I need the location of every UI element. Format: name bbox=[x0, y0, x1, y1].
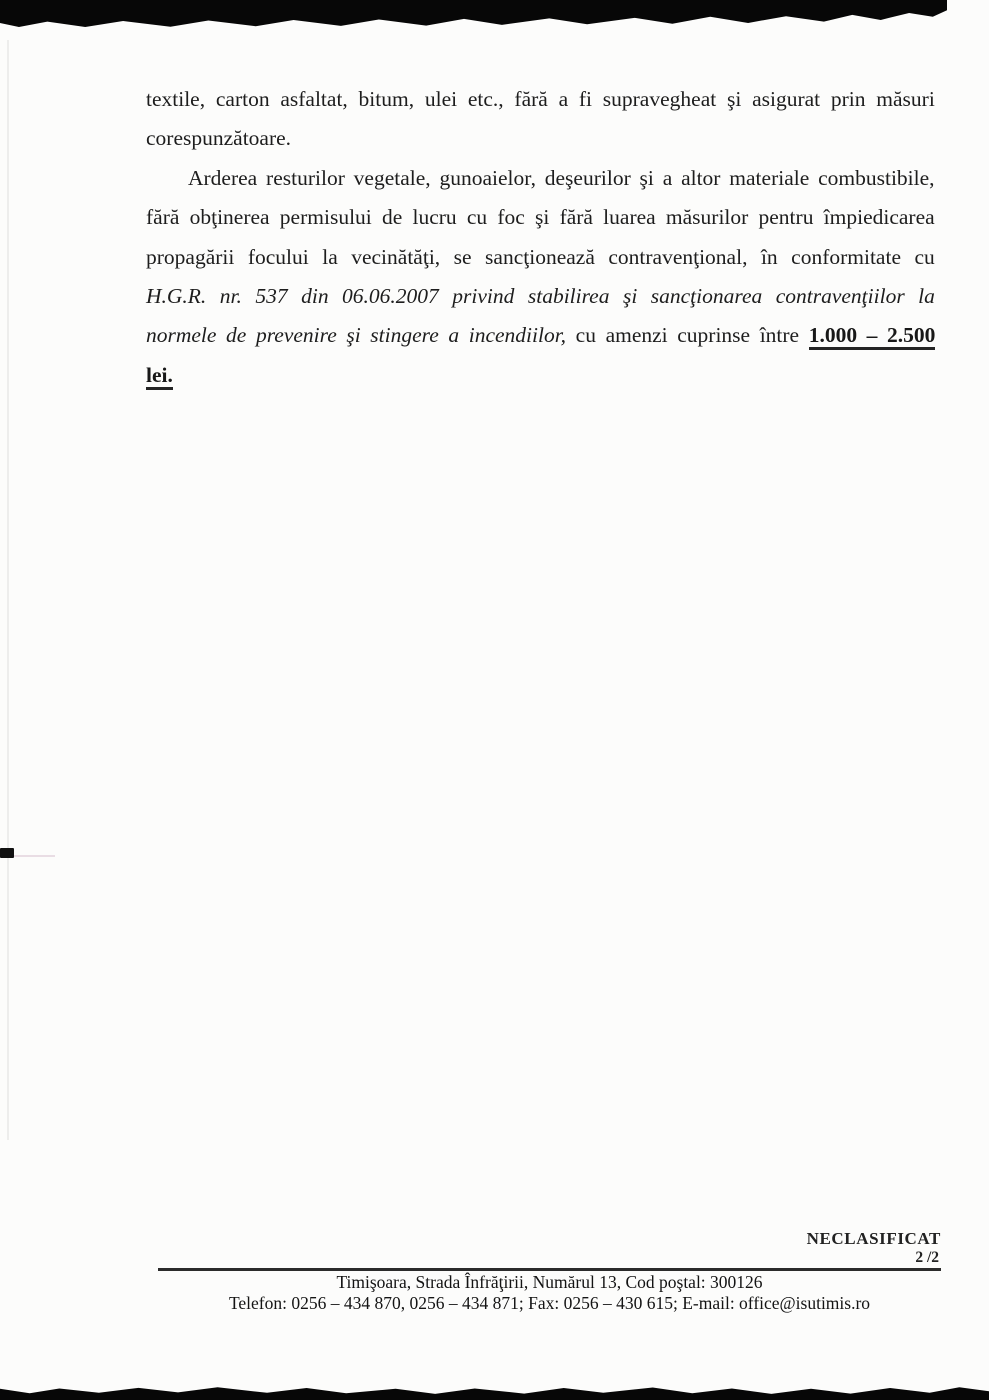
footer-contact-block bbox=[158, 1272, 941, 1314]
text-segment: normele de prevenire şi stingere a incendiilor, bbox=[146, 323, 567, 348]
footer-phone-fax-email: Telefon: 0256 – 434 870, 0256 – 434 871; Fax: 0256 – 430 615; E-mail: office@isutimis.ro bbox=[228, 1293, 871, 1313]
text-segment: lei. bbox=[146, 363, 173, 390]
text-line-content bbox=[146, 119, 291, 158]
text-line-content bbox=[146, 316, 935, 355]
text-line-content bbox=[146, 238, 935, 277]
footer-rule bbox=[158, 1268, 941, 1271]
text-segment: 1.000 – 2.500 bbox=[809, 323, 936, 350]
text-line bbox=[146, 119, 935, 158]
text-line-content bbox=[146, 277, 935, 316]
scan-artifact-left-line bbox=[7, 40, 9, 1140]
scan-artifact-bottom-bar bbox=[0, 1384, 989, 1400]
text-segment: H.G.R. nr. 537 din 06.06.2007 privind stabilirea şi sancţionarea contravenţiilor la bbox=[146, 283, 935, 308]
text-segment: corespunzătoare. bbox=[146, 126, 292, 151]
text-line-content bbox=[188, 159, 935, 198]
text-segment: textile, carton asfaltat, bitum, ulei etc., fără a fi supravegheat şi asigurat prin măsuri bbox=[146, 87, 935, 111]
scan-artifact-top-bar bbox=[0, 0, 947, 27]
text-segment: propagării focului la vecinătăţi, se sancţionează contravenţional, în conformitate cu bbox=[146, 244, 935, 269]
text-line bbox=[146, 80, 935, 119]
text-line-content bbox=[146, 198, 935, 237]
text-line bbox=[146, 356, 935, 395]
text-line bbox=[146, 238, 935, 277]
document-body bbox=[146, 80, 935, 395]
text-line bbox=[146, 159, 935, 198]
classification-label: NECLASIFICAT bbox=[806, 1229, 941, 1248]
page-number: 2 /2 bbox=[915, 1249, 939, 1266]
text-line-content bbox=[146, 80, 935, 119]
text-line bbox=[146, 198, 935, 237]
text-segment: Arderea resturilor vegetale, gunoaielor, deşeurilor şi a altor materiale combustibile, bbox=[188, 165, 935, 190]
text-line bbox=[146, 277, 935, 316]
text-line bbox=[146, 316, 935, 355]
classification-block bbox=[807, 1229, 941, 1267]
scan-artifact-left-dash bbox=[0, 848, 14, 858]
text-segment: fără obţinerea permisului de lucru cu foc şi fără luarea măsurilor pentru împiedicarea bbox=[146, 205, 935, 230]
footer-address: Timişoara, Strada Înfrăţirii, Numărul 13, Cod poştal: 300126 bbox=[336, 1272, 763, 1292]
text-segment: cu amenzi cuprinse între bbox=[566, 323, 809, 348]
text-line-content bbox=[146, 356, 173, 395]
